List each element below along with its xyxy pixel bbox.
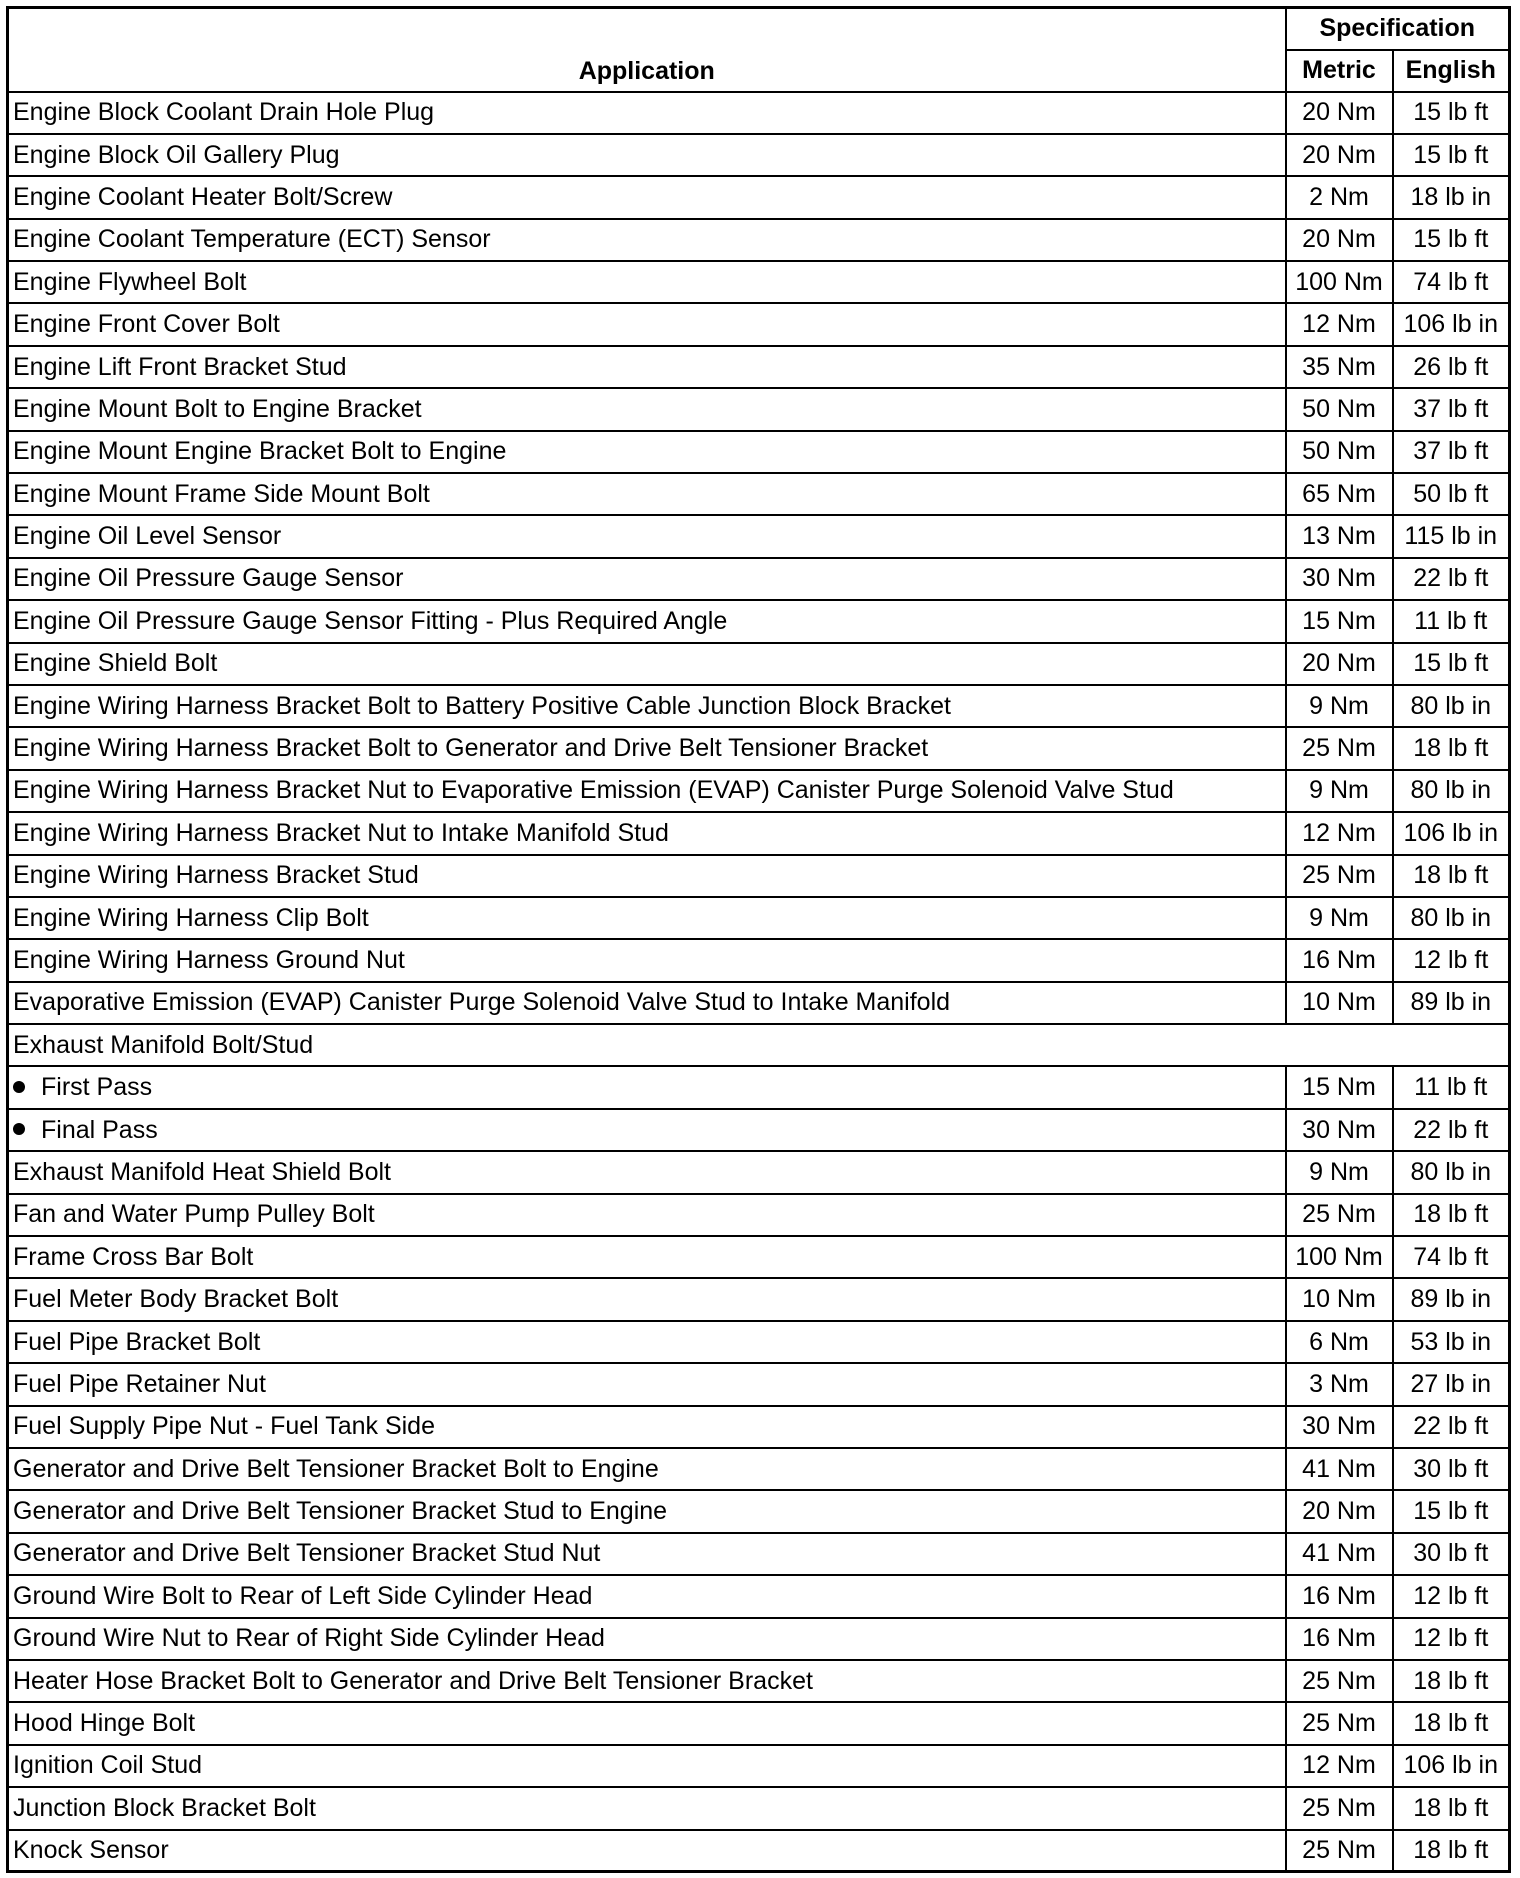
application-cell <box>8 558 1286 600</box>
metric-cell: 35 Nm <box>1286 346 1393 388</box>
application-cell <box>8 515 1286 557</box>
table-row <box>8 1194 1510 1236</box>
bullet-icon <box>13 1081 25 1093</box>
table-row <box>8 92 1510 134</box>
table-row <box>8 431 1510 473</box>
application-label: Exhaust Manifold Heat Shield Bolt <box>13 1157 391 1186</box>
application-cell <box>8 219 1286 261</box>
english-cell: 18 lb ft <box>1393 1702 1510 1744</box>
english-cell: 80 lb in <box>1393 1151 1510 1193</box>
metric-cell: 16 Nm <box>1286 1618 1393 1660</box>
application-cell <box>8 303 1286 345</box>
metric-column-header: Metric <box>1286 50 1393 92</box>
english-cell: 18 lb in <box>1393 176 1510 218</box>
application-label: Engine Flywheel Bolt <box>13 267 247 296</box>
application-cell <box>8 1745 1286 1787</box>
english-cell: 106 lb in <box>1393 303 1510 345</box>
english-cell: 22 lb ft <box>1393 1109 1510 1151</box>
application-label: Engine Wiring Harness Ground Nut <box>13 946 405 974</box>
metric-cell: 10 Nm <box>1286 982 1393 1024</box>
application-cell <box>8 1024 1510 1066</box>
english-cell: 22 lb ft <box>1393 1406 1510 1448</box>
application-cell <box>8 1321 1286 1363</box>
table-row <box>8 982 1510 1024</box>
application-cell <box>8 261 1286 303</box>
application-column-header: Application <box>8 8 1286 92</box>
metric-cell: 50 Nm <box>1286 431 1393 473</box>
metric-cell: 16 Nm <box>1286 1575 1393 1617</box>
metric-cell: 15 Nm <box>1286 600 1393 642</box>
application-label: Engine Coolant Temperature (ECT) Sensor <box>13 225 491 254</box>
application-label: Fuel Pipe Bracket Bolt <box>13 1327 261 1356</box>
application-label: Ignition Coil Stud <box>13 1751 203 1780</box>
metric-cell: 12 Nm <box>1286 1745 1393 1787</box>
application-cell <box>8 176 1286 218</box>
english-cell: 12 lb ft <box>1393 939 1510 981</box>
table-row <box>8 473 1510 515</box>
english-cell: 18 lb ft <box>1393 1787 1510 1829</box>
table-row <box>8 685 1510 727</box>
metric-cell: 41 Nm <box>1286 1533 1393 1575</box>
application-label: Engine Lift Front Bracket Stud <box>13 352 347 381</box>
application-label: Final Pass <box>41 1115 158 1144</box>
english-cell: 15 lb ft <box>1393 134 1510 176</box>
table-row <box>8 1702 1510 1744</box>
application-cell <box>8 897 1286 939</box>
application-label: Fan and Water Pump Pulley Bolt <box>13 1200 375 1229</box>
metric-cell: 6 Nm <box>1286 1321 1393 1363</box>
metric-cell: 3 Nm <box>1286 1363 1393 1405</box>
metric-cell: 16 Nm <box>1286 939 1393 981</box>
english-cell: 30 lb ft <box>1393 1533 1510 1575</box>
application-cell <box>8 1618 1286 1660</box>
application-cell <box>8 1533 1286 1575</box>
application-cell <box>8 134 1286 176</box>
english-cell: 18 lb ft <box>1393 1830 1510 1872</box>
table-row <box>8 1448 1510 1490</box>
english-cell: 37 lb ft <box>1393 388 1510 430</box>
english-cell: 27 lb in <box>1393 1363 1510 1405</box>
metric-cell: 20 Nm <box>1286 1490 1393 1532</box>
application-cell <box>8 1194 1286 1236</box>
application-cell <box>8 1109 1286 1151</box>
application-cell <box>8 685 1286 727</box>
english-cell: 18 lb ft <box>1393 727 1510 769</box>
table-row <box>8 1787 1510 1829</box>
application-label: Engine Wiring Harness Bracket Bolt to Generator and Drive Belt Tensioner Bracket <box>13 734 929 763</box>
metric-cell: 20 Nm <box>1286 134 1393 176</box>
application-label: Engine Coolant Heater Bolt/Screw <box>13 182 393 211</box>
table-row <box>8 897 1510 939</box>
application-cell <box>8 600 1286 642</box>
application-cell <box>8 92 1286 134</box>
application-label: Engine Wiring Harness Bracket Nut to Intake Manifold Stud <box>13 818 669 847</box>
english-cell: 12 lb ft <box>1393 1618 1510 1660</box>
english-cell: 15 lb ft <box>1393 643 1510 685</box>
metric-cell: 12 Nm <box>1286 812 1393 854</box>
application-label: Heater Hose Bracket Bolt to Generator and Drive Belt Tensioner Bracket <box>13 1666 813 1695</box>
table-row <box>8 1109 1510 1151</box>
table-row <box>8 812 1510 854</box>
application-label: Engine Shield Bolt <box>13 649 218 678</box>
table-row <box>8 303 1510 345</box>
metric-cell: 30 Nm <box>1286 1109 1393 1151</box>
application-label: Generator and Drive Belt Tensioner Bracket Stud to Engine <box>13 1497 668 1526</box>
application-cell <box>8 1236 1286 1278</box>
metric-cell: 25 Nm <box>1286 855 1393 897</box>
table-row <box>8 855 1510 897</box>
application-label: Generator and Drive Belt Tensioner Bracket Stud Nut <box>13 1539 601 1568</box>
metric-cell: 12 Nm <box>1286 303 1393 345</box>
metric-cell: 10 Nm <box>1286 1278 1393 1320</box>
table-row <box>8 1490 1510 1532</box>
application-label: Engine Mount Bolt to Engine Bracket <box>13 394 422 423</box>
english-cell: 74 lb ft <box>1393 261 1510 303</box>
table-row <box>8 1660 1510 1702</box>
application-cell <box>8 855 1286 897</box>
table-row <box>8 1406 1510 1448</box>
application-cell <box>8 1406 1286 1448</box>
application-cell <box>8 1702 1286 1744</box>
english-cell: 26 lb ft <box>1393 346 1510 388</box>
table-header <box>8 8 1510 92</box>
application-cell <box>8 1490 1286 1532</box>
table-row <box>8 219 1510 261</box>
metric-cell: 25 Nm <box>1286 1194 1393 1236</box>
english-cell: 11 lb ft <box>1393 600 1510 642</box>
english-cell: 106 lb in <box>1393 1745 1510 1787</box>
table-row <box>8 261 1510 303</box>
application-label: Evaporative Emission (EVAP) Canister Purge Solenoid Valve Stud to Intake Manifold <box>13 988 951 1017</box>
table-row <box>8 1151 1510 1193</box>
application-label: Hood Hinge Bolt <box>13 1709 196 1738</box>
application-label: Engine Mount Frame Side Mount Bolt <box>13 479 430 508</box>
metric-cell: 50 Nm <box>1286 388 1393 430</box>
application-cell <box>8 727 1286 769</box>
application-cell <box>8 812 1286 854</box>
table-row <box>8 134 1510 176</box>
metric-cell: 25 Nm <box>1286 1787 1393 1829</box>
english-cell: 115 lb in <box>1393 515 1510 557</box>
application-label: Ground Wire Nut to Rear of Right Side Cylinder Head <box>13 1624 605 1653</box>
table-row <box>8 1363 1510 1405</box>
application-label: Engine Block Oil Gallery Plug <box>13 140 340 169</box>
metric-cell: 25 Nm <box>1286 1830 1393 1872</box>
metric-cell: 25 Nm <box>1286 727 1393 769</box>
metric-cell: 13 Nm <box>1286 515 1393 557</box>
application-label: Fuel Supply Pipe Nut - Fuel Tank Side <box>13 1412 435 1441</box>
table-row <box>8 727 1510 769</box>
metric-cell: 20 Nm <box>1286 643 1393 685</box>
metric-cell: 65 Nm <box>1286 473 1393 515</box>
application-label: Engine Wiring Harness Bracket Bolt to Battery Positive Cable Junction Block Bracket <box>13 691 951 720</box>
table-row <box>8 1533 1510 1575</box>
application-label: Exhaust Manifold Bolt/Stud <box>13 1030 314 1059</box>
application-cell <box>8 770 1286 812</box>
metric-cell: 30 Nm <box>1286 1406 1393 1448</box>
metric-cell: 100 Nm <box>1286 261 1393 303</box>
table-row <box>8 643 1510 685</box>
application-cell <box>8 1575 1286 1617</box>
table-row <box>8 176 1510 218</box>
english-cell: 53 lb in <box>1393 1321 1510 1363</box>
application-cell <box>8 1151 1286 1193</box>
metric-cell: 30 Nm <box>1286 558 1393 600</box>
table-row <box>8 770 1510 812</box>
application-label: Engine Front Cover Bolt <box>13 310 280 339</box>
metric-cell: 2 Nm <box>1286 176 1393 218</box>
metric-cell: 9 Nm <box>1286 685 1393 727</box>
application-label: Engine Block Coolant Drain Hole Plug <box>13 98 435 127</box>
table-row <box>8 1278 1510 1320</box>
english-cell: 15 lb ft <box>1393 92 1510 134</box>
metric-cell: 9 Nm <box>1286 770 1393 812</box>
application-cell <box>8 1066 1286 1108</box>
application-cell <box>8 1448 1286 1490</box>
application-cell <box>8 643 1286 685</box>
english-cell: 15 lb ft <box>1393 219 1510 261</box>
application-cell <box>8 1660 1286 1702</box>
english-cell: 89 lb in <box>1393 1278 1510 1320</box>
table-group-row <box>8 1024 1510 1066</box>
application-label: Engine Wiring Harness Clip Bolt <box>13 903 369 932</box>
metric-cell: 20 Nm <box>1286 92 1393 134</box>
application-cell <box>8 982 1286 1024</box>
english-cell: 74 lb ft <box>1393 1236 1510 1278</box>
application-cell <box>8 473 1286 515</box>
application-cell <box>8 939 1286 981</box>
table-row <box>8 346 1510 388</box>
table-row <box>8 1830 1510 1872</box>
table-row <box>8 1321 1510 1363</box>
metric-cell: 25 Nm <box>1286 1702 1393 1744</box>
application-label: Engine Oil Level Sensor <box>13 522 282 551</box>
application-cell <box>8 1787 1286 1829</box>
application-label: Engine Mount Engine Bracket Bolt to Engine <box>13 437 507 466</box>
application-label: Fuel Meter Body Bracket Bolt <box>13 1285 339 1314</box>
application-cell <box>8 431 1286 473</box>
english-cell: 80 lb in <box>1393 897 1510 939</box>
table-row <box>8 558 1510 600</box>
specification-column-header: Specification <box>1286 8 1510 50</box>
torque-specification-table <box>6 6 1511 1873</box>
table-row <box>8 1618 1510 1660</box>
english-cell: 15 lb ft <box>1393 1490 1510 1532</box>
metric-cell: 41 Nm <box>1286 1448 1393 1490</box>
table-row <box>8 600 1510 642</box>
english-cell: 106 lb in <box>1393 812 1510 854</box>
english-cell: 89 lb in <box>1393 982 1510 1024</box>
application-label: Frame Cross Bar Bolt <box>13 1242 254 1271</box>
english-cell: 37 lb ft <box>1393 431 1510 473</box>
metric-cell: 100 Nm <box>1286 1236 1393 1278</box>
english-column-header: English <box>1393 50 1510 92</box>
english-cell: 18 lb ft <box>1393 1660 1510 1702</box>
application-label: Engine Wiring Harness Bracket Stud <box>13 861 419 890</box>
english-cell: 11 lb ft <box>1393 1066 1510 1108</box>
application-cell <box>8 1830 1286 1872</box>
table-row <box>8 515 1510 557</box>
application-cell <box>8 346 1286 388</box>
table-row <box>8 1236 1510 1278</box>
english-cell: 80 lb in <box>1393 770 1510 812</box>
application-label: Engine Wiring Harness Bracket Nut to Evaporative Emission (EVAP) Canister Purge Solenoid Valve Stud <box>13 776 1174 805</box>
application-label: Engine Oil Pressure Gauge Sensor <box>13 564 404 593</box>
application-label: Engine Oil Pressure Gauge Sensor Fitting - Plus Required Angle <box>13 606 728 635</box>
english-cell: 18 lb ft <box>1393 855 1510 897</box>
application-label: Knock Sensor <box>13 1835 169 1864</box>
table-row <box>8 939 1510 981</box>
application-label: Fuel Pipe Retainer Nut <box>13 1369 266 1398</box>
metric-cell: 15 Nm <box>1286 1066 1393 1108</box>
metric-cell: 9 Nm <box>1286 897 1393 939</box>
bullet-icon <box>13 1123 25 1135</box>
metric-cell: 9 Nm <box>1286 1151 1393 1193</box>
english-cell: 18 lb ft <box>1393 1194 1510 1236</box>
table-body <box>8 92 1510 1872</box>
application-cell <box>8 1363 1286 1405</box>
table-row <box>8 1745 1510 1787</box>
table-row <box>8 1575 1510 1617</box>
application-label: Junction Block Bracket Bolt <box>13 1793 316 1822</box>
application-label: First Pass <box>41 1073 153 1102</box>
english-cell: 12 lb ft <box>1393 1575 1510 1617</box>
english-cell: 30 lb ft <box>1393 1448 1510 1490</box>
application-label: Generator and Drive Belt Tensioner Bracket Bolt to Engine <box>13 1454 659 1483</box>
application-cell <box>8 1278 1286 1320</box>
application-label: Ground Wire Bolt to Rear of Left Side Cylinder Head <box>13 1581 593 1610</box>
english-cell: 22 lb ft <box>1393 558 1510 600</box>
english-cell: 50 lb ft <box>1393 473 1510 515</box>
metric-cell: 25 Nm <box>1286 1660 1393 1702</box>
metric-cell: 20 Nm <box>1286 219 1393 261</box>
english-cell: 80 lb in <box>1393 685 1510 727</box>
table-row <box>8 388 1510 430</box>
table-row <box>8 1066 1510 1108</box>
application-cell <box>8 388 1286 430</box>
